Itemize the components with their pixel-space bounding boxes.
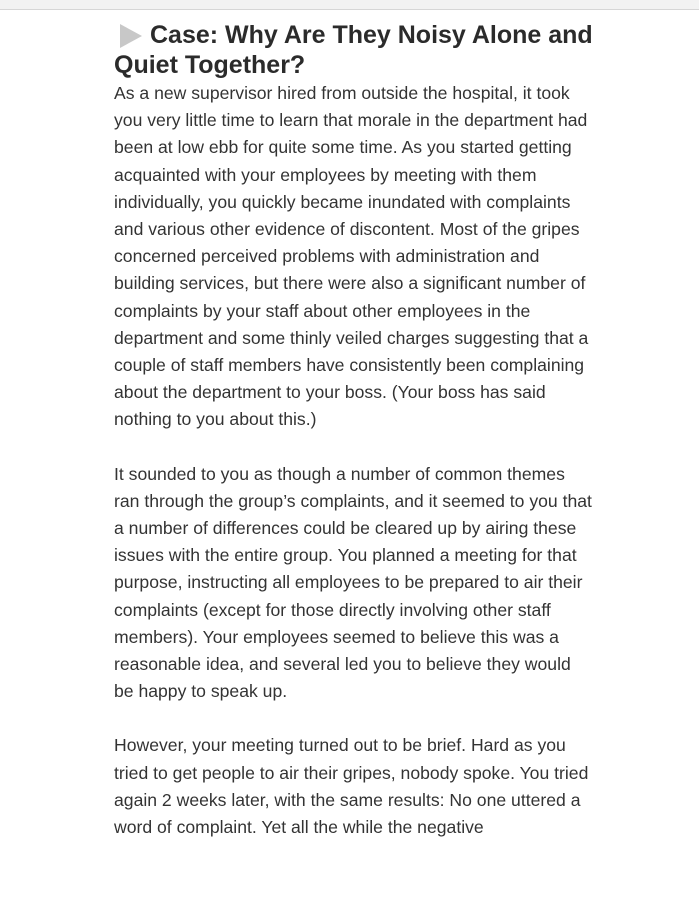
case-paragraph-3: However, your meeting turned out to be brief. Hard as you tried to get people to air their gripes, nobody spoke. You tried again 2 weeks later, with the same results: No one uttered a word of complaint. Yet all the while the negative xyxy=(114,735,589,838)
case-paragraph-1: As a new supervisor hired from outside the hospital, it took you very little time to learn that morale in the department had been at low ebb for quite some time. As you started getting acquainted with your employees by meeting with them individually, you quickly became inundated with complaints and various other evidence of discontent. Most of the gripes concerned perceived problems with administration and building services, but there were also a significant number of complaints by your staff about other employees in the department and some thinly veiled charges suggesting that a couple of staff members have consistently been complaining about the department to your boss. (Your boss has said nothing to you about this.) xyxy=(114,83,589,430)
case-section xyxy=(114,20,594,841)
case-title-text: Case: Why Are They Noisy Alone and Quiet Together? xyxy=(114,21,593,79)
top-divider xyxy=(0,0,699,10)
case-paragraph-2: It sounded to you as though a number of common themes ran through the group’s complaints, and it seemed to you that a number of differences could be cleared up by airing these issues with the entire group. You planned a meeting for that purpose, instructing all employees to be prepared to air their complaints (except for those directly involving other staff members). Your employees seemed to believe this was a reasonable idea, and several led you to believe they would be happy to speak up. xyxy=(114,463,592,702)
play-icon xyxy=(120,24,142,48)
case-title xyxy=(114,20,594,80)
